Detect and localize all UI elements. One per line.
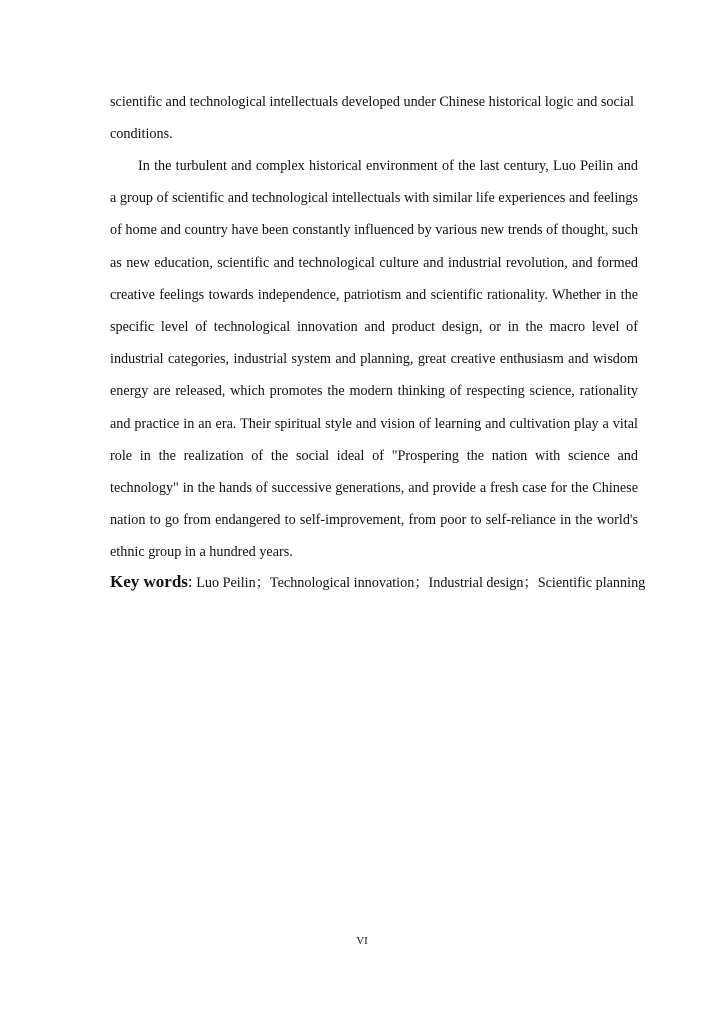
page-number: VI: [356, 935, 368, 947]
keyword-separator: ；: [255, 575, 270, 591]
keyword-separator: ；: [414, 575, 429, 591]
keyword-item: Scientific planning: [537, 575, 646, 591]
keyword-item: Technological innovation: [269, 575, 415, 591]
keywords-colon: :: [187, 572, 193, 591]
keyword-item: Luo Peilin: [196, 575, 256, 591]
keywords-label: Key words: [110, 572, 188, 591]
keyword-item: Industrial design: [428, 575, 524, 591]
keywords-line: [110, 570, 670, 595]
body-paragraph-continued: scientific and technological intellectuals developed under Chinese historical logic and social conditions.: [110, 94, 634, 143]
keyword-separator: ；: [523, 575, 538, 591]
body-paragraph-main: In the turbulent and complex historical environment of the last century, Luo Peilin and a group of scientific and technological intellectuals with similar life experiences and feelings of home and country have been constantly influenced by various new trends of thought, such as new education, scientific and technological culture and industrial revolution, and formed creative feelings towards independence, patriotism and scientific rationality. Whether in the specific level of technological innovation and product design, or in the macro level of industrial categories, industrial system and planning, great creative enthusiasm and wisdom energy are released, which promotes the modern thinking of respecting science, rationality and practice in an era. Their spiritual style and vision of learning and cultivation play a vital role in the realization of the social ideal of "Prospering the nation with science and technology" in the hands of successive generations, and provide a fresh case for the Chinese nation to go from endangered to self-improvement, from poor to self-reliance in the world's ethnic group in a hundred years.: [110, 158, 638, 561]
